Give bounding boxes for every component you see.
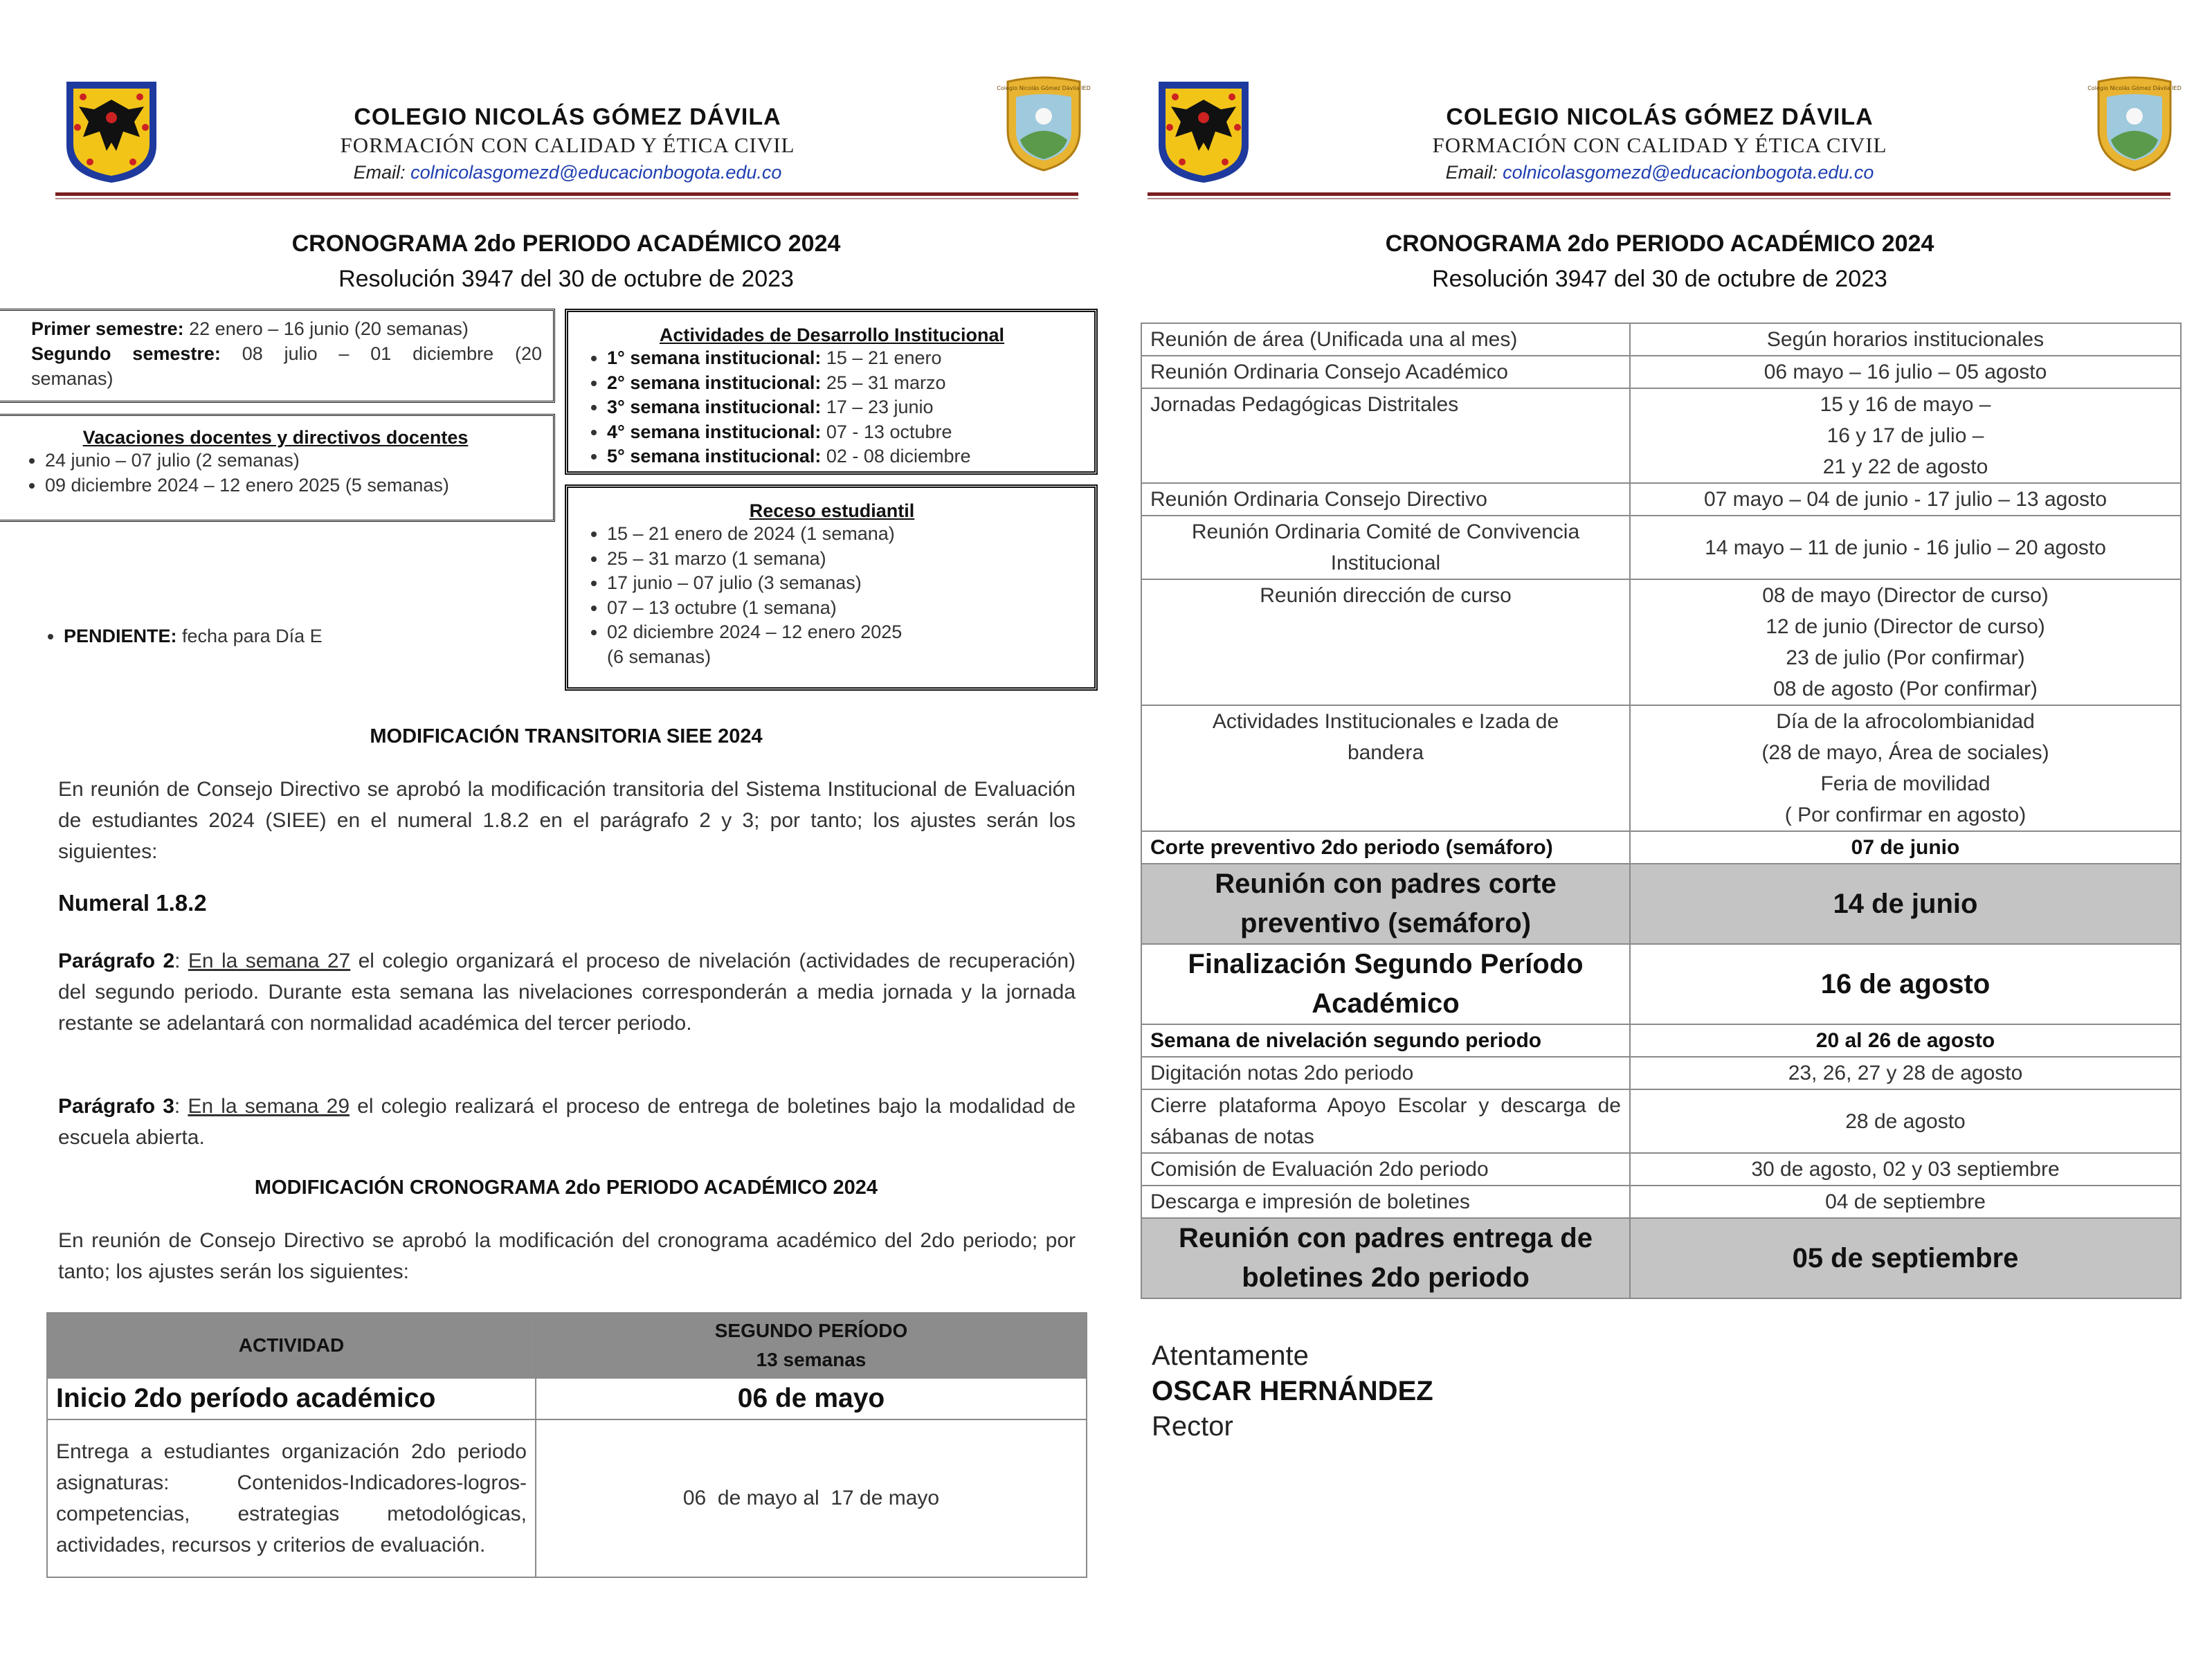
table-cell: 14 de junio <box>1630 864 2181 944</box>
list-item: • 09 diciembre 2024 – 12 enero 2025 (5 semanas) <box>45 473 542 498</box>
table-row-highlight <box>1141 944 2181 1024</box>
email-label: Email: <box>353 162 406 183</box>
doc-subtitle: Resolución 3947 del 30 de octubre de 2023 <box>1432 266 1887 292</box>
table-cell: 07 mayo – 04 de junio - 17 julio – 13 agosto <box>1630 483 2181 516</box>
vacations-title: Vacaciones docentes y directivos docentes <box>82 427 469 448</box>
page-right <box>1106 0 2212 1661</box>
list-item: • 1° semana institucional: 15 – 21 enero <box>607 346 1087 371</box>
table-row <box>1141 323 2181 356</box>
table-cell: Descarga e impresión de boletines <box>1141 1186 1630 1218</box>
recess-box <box>565 484 1098 691</box>
numeral-heading: Numeral 1.8.2 <box>58 890 207 916</box>
bogota-crest-icon <box>62 79 161 184</box>
header-rule-thin <box>55 198 1078 199</box>
table-cell: 04 de septiembre <box>1630 1186 2181 1218</box>
table-row <box>47 1378 1087 1419</box>
table-cell: Comisión de Evaluación 2do periodo <box>1141 1153 1630 1186</box>
table-row <box>47 1419 1087 1577</box>
doc-title: CRONOGRAMA 2do PERIODO ACADÉMICO 2024 <box>291 230 841 257</box>
email-link[interactable]: colnicolasgomezd@educacionbogota.edu.co <box>410 162 782 183</box>
table-cell: Reunión Ordinaria Consejo Directivo <box>1141 483 1630 516</box>
table-cell: 28 de agosto <box>1630 1089 2181 1153</box>
vacations-box <box>0 414 555 522</box>
schedule-table-left <box>46 1312 1087 1578</box>
seal-text: Colegio Nicolás Gómez Dávila IED <box>997 85 1091 91</box>
second-semester: Segundo semestre: 08 julio – 01 diciembre (20 <box>31 343 542 364</box>
list-item: • 3° semana institucional: 17 – 23 junio <box>607 395 1087 420</box>
table-row <box>1141 388 2181 483</box>
school-motto: FORMACIÓN CON CALIDAD Y ÉTICA CIVIL <box>1432 133 1887 157</box>
table-cell: 14 mayo – 11 de junio - 16 julio – 20 agosto <box>1630 516 2181 579</box>
second-semester-cont: semanas) <box>31 368 114 389</box>
first-semester: Primer semestre: 22 enero – 16 junio (20 semanas) <box>31 318 469 339</box>
school-seal-icon <box>997 76 1091 173</box>
table-cell: Reunión Ordinaria Comité de Convivencia Institucional <box>1141 516 1630 579</box>
table-row <box>1141 483 2181 516</box>
header-rule-thin <box>1148 198 2170 199</box>
table-cell: Día de la afrocolombianidad (28 de mayo, Área de sociales) Feria de movilidad ( Por confirmar en agosto) <box>1630 705 2181 831</box>
table-row <box>1141 831 2181 864</box>
bogota-crest-icon <box>1154 79 1253 184</box>
development-box <box>565 309 1098 475</box>
development-title: Actividades de Desarrollo Institucional <box>659 325 1005 345</box>
email-line <box>1348 162 1971 183</box>
recess-title: Receso estudiantil <box>749 500 915 521</box>
table-cell: 05 de septiembre <box>1630 1218 2181 1298</box>
school-name: COLEGIO NICOLÁS GÓMEZ DÁVILA <box>354 104 781 130</box>
table-cell: 23, 26, 27 y 28 de agosto <box>1630 1057 2181 1089</box>
email-line <box>256 162 879 183</box>
header-rule <box>55 192 1078 196</box>
semesters-box <box>0 309 555 403</box>
list-item: • 25 – 31 marzo (1 semana) <box>607 547 1087 572</box>
schedule-table-right <box>1141 323 2182 1299</box>
table-row <box>1141 1089 2181 1153</box>
column-header-period: SEGUNDO PERÍODO 13 semanas <box>536 1313 1087 1378</box>
school-name: COLEGIO NICOLÁS GÓMEZ DÁVILA <box>1446 104 1874 130</box>
paragraph-3: Parágrafo 3: En la semana 29 el colegio realizará el proceso de entrega de boletines bajo la modalidad de escuela abierta. <box>58 1095 1076 1149</box>
table-cell: 06 de mayo <box>536 1378 1087 1419</box>
list-item: • 24 junio – 07 julio (2 semanas) <box>45 448 542 473</box>
table-cell: 20 al 26 de agosto <box>1630 1024 2181 1057</box>
seal-text: Colegio Nicolás Gómez Dávila IED <box>2087 85 2182 91</box>
closing-greeting: Atentamente <box>1152 1341 1309 1371</box>
table-cell: Entrega a estudiantes organización 2do periodo asignaturas: Contenidos-Indicadores-logros-competencias, estrategias metodológicas, actividades, recursos y criterios de evaluación. <box>47 1419 536 1577</box>
table-cell: Reunión de área (Unificada una al mes) <box>1141 323 1630 356</box>
doc-title: CRONOGRAMA 2do PERIODO ACADÉMICO 2024 <box>1385 230 1934 257</box>
paragraph-2: Parágrafo 2: En la semana 27 el colegio organizará el proceso de nivelación (actividades de recuperación) del segundo periodo. Durante esta semana las nivelaciones corresponderán a media jornada y la jornada restante se adelantará con normalidad académica del tercer periodo. <box>58 950 1076 1035</box>
table-cell: Inicio 2do período académico <box>47 1378 536 1419</box>
table-row <box>1141 356 2181 388</box>
table-cell: 08 de mayo (Director de curso) 12 de junio (Director de curso) 23 de julio (Por confirmar) 08 de agosto (Por confirmar) <box>1630 579 2181 705</box>
table-header-row <box>47 1313 1087 1378</box>
pending-note: • PENDIENTE: fecha para Día E <box>33 624 548 649</box>
list-item: • 2° semana institucional: 25 – 31 marzo <box>607 371 1087 396</box>
table-row <box>1141 1153 2181 1186</box>
email-label: Email: <box>1445 162 1498 183</box>
vacations-list <box>9 448 542 498</box>
table-cell: 15 y 16 de mayo – 16 y 17 de julio – 21 y 22 de agosto <box>1630 388 2181 483</box>
school-seal-icon <box>2087 76 2182 173</box>
school-motto: FORMACIÓN CON CALIDAD Y ÉTICA CIVIL <box>340 133 795 157</box>
signer-name: OSCAR HERNÁNDEZ <box>1152 1376 1433 1406</box>
closing-block <box>1152 1338 1433 1444</box>
list-item: • 5° semana institucional: 02 - 08 diciembre <box>607 444 1087 469</box>
crono-intro: En reunión de Consejo Directivo se aprobó la modificación del cronograma académico del 2do periodo; por tanto; los ajustes serán los siguientes: <box>58 1229 1076 1283</box>
crono-title: MODIFICACIÓN CRONOGRAMA 2do PERIODO ACADÉMICO 2024 <box>254 1177 878 1199</box>
table-row <box>1141 1024 2181 1057</box>
table-cell: Reunión Ordinaria Consejo Académico <box>1141 356 1630 388</box>
table-cell: Según horarios institucionales <box>1630 323 2181 356</box>
table-row <box>1141 705 2181 831</box>
table-cell: Reunión con padres corte preventivo (semáforo) <box>1141 864 1630 944</box>
table-cell: 06 mayo – 16 julio – 05 agosto <box>1630 356 2181 388</box>
header-rule <box>1148 192 2170 196</box>
list-item: • 07 – 13 octubre (1 semana) <box>607 596 1087 621</box>
list-item: • 15 – 21 enero de 2024 (1 semana) <box>607 522 1087 547</box>
table-cell: Reunión con padres entrega de boletines 2do periodo <box>1141 1218 1630 1298</box>
signer-role: Rector <box>1152 1411 1233 1442</box>
table-row <box>1141 516 2181 579</box>
table-row-highlight <box>1141 1218 2181 1298</box>
table-row <box>1141 1057 2181 1089</box>
email-link[interactable]: colnicolasgomezd@educacionbogota.edu.co <box>1503 162 1874 183</box>
development-list <box>577 346 1087 469</box>
table-row-highlight <box>1141 864 2181 944</box>
table-cell: 30 de agosto, 02 y 03 septiembre <box>1630 1153 2181 1186</box>
table-cell: Actividades Institucionales e Izada de bandera <box>1141 705 1630 831</box>
table-cell: Corte preventivo 2do periodo (semáforo) <box>1141 831 1630 864</box>
table-cell: 07 de junio <box>1630 831 2181 864</box>
list-item: • 02 diciembre 2024 – 12 enero 2025 (6 semanas) <box>607 620 1087 669</box>
siee-intro: En reunión de Consejo Directivo se aprobó la modificación transitoria del Sistema Institucional de Evaluación de estudiantes 2024 (SIEE) en el numeral 1.8.2 en el parágrafo 2 y 3; por tanto; los ajustes serán los siguientes: <box>58 778 1076 863</box>
table-cell: 16 de agosto <box>1630 944 2181 1024</box>
table-row <box>1141 579 2181 705</box>
table-cell: Cierre plataforma Apoyo Escolar y descarga de sábanas de notas <box>1141 1089 1630 1153</box>
recess-list <box>577 522 1087 669</box>
table-cell: Jornadas Pedagógicas Distritales <box>1141 388 1630 483</box>
table-cell: Digitación notas 2do periodo <box>1141 1057 1630 1089</box>
column-header-activity: ACTIVIDAD <box>47 1313 536 1378</box>
siee-title: MODIFICACIÓN TRANSITORIA SIEE 2024 <box>370 725 763 747</box>
table-cell: Finalización Segundo Período Académico <box>1141 944 1630 1024</box>
table-cell: Semana de nivelación segundo periodo <box>1141 1024 1630 1057</box>
list-item: • 17 junio – 07 julio (3 semanas) <box>607 571 1087 596</box>
doc-subtitle: Resolución 3947 del 30 de octubre de 2023 <box>338 266 794 292</box>
table-row <box>1141 1186 2181 1218</box>
table-cell: 06 de mayo al 17 de mayo <box>536 1419 1087 1577</box>
table-cell: Reunión dirección de curso <box>1141 579 1630 705</box>
list-item: • 4° semana institucional: 07 - 13 octubre <box>607 420 1087 445</box>
